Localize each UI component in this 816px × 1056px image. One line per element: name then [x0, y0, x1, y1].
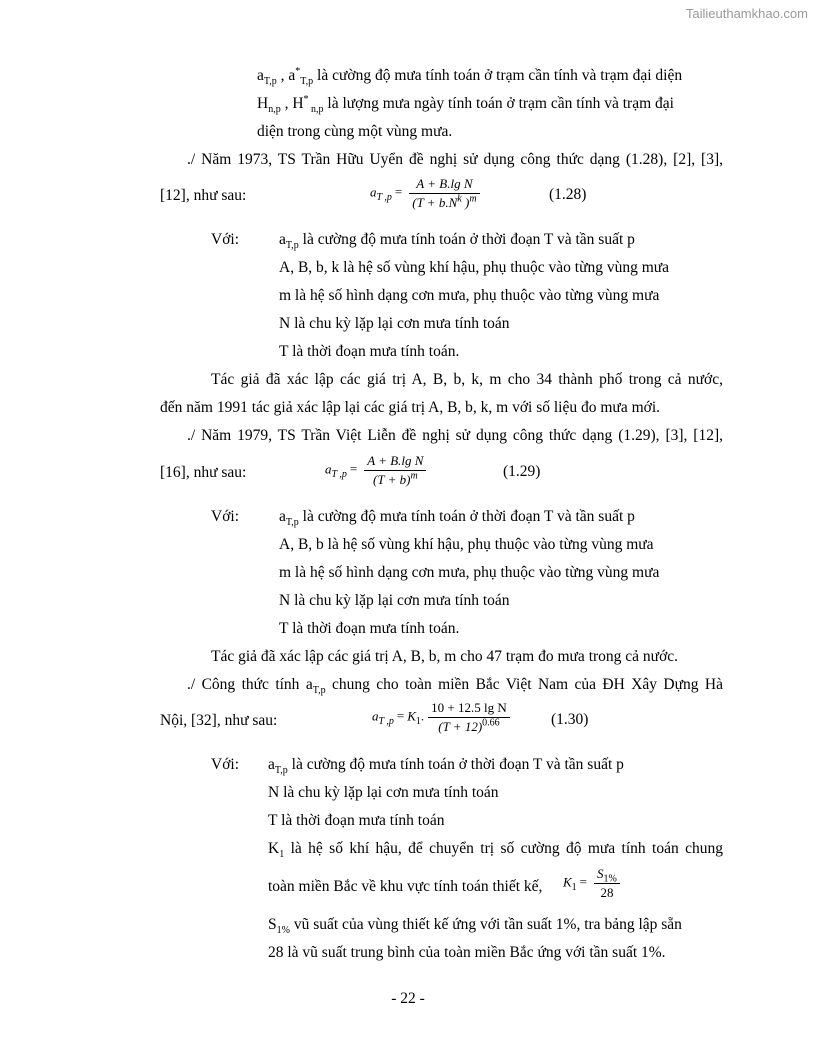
section2-def-4: N là chu kỳ lặp lại cơn mưa tính toán: [279, 592, 510, 609]
page-number: - 22 -: [391, 990, 425, 1007]
section1-def-4: N là chu kỳ lặp lại cơn mưa tính toán: [279, 315, 510, 332]
section3-def-2: N là chu kỳ lặp lại cơn mưa tính toán: [268, 784, 499, 801]
section1-note-line-2: đến năm 1991 tác giả xác lập lại các giá trị A, B, b, k, m với số liệu đo mưa mới.: [160, 399, 661, 416]
section1-lead: [12], như sau:: [160, 187, 247, 204]
formula-1-29: $a_{T ,p}$ = $\frac{\text{A + B.lg N}}{(T + b)^m}$: [325, 453, 426, 488]
section1-with-label: Với:: [211, 231, 240, 248]
section3-k1-line-2: toàn miền Bắc về khu vực tính toán thiết kế,: [268, 878, 543, 895]
intro-line-2: $H_{n,p}$ , H* $_{n,p}$ là lượng mưa ngày tính toán ở trạm cần tính và trạm đại: [257, 93, 674, 116]
section3-lead: Nội, [32], như sau:: [160, 712, 278, 729]
section3-paragraph: ./ Công thức tính $a_{T,p}$ chung cho toàn miền Bắc Việt Nam của ĐH Xây Dựng Hà: [187, 676, 724, 697]
section3-def-1: $a_{T,p}$ là cường độ mưa tính toán ở thời đoạn T và tần suất p: [268, 756, 624, 777]
section2-paragraph: ./ Năm 1979, TS Trần Việt Liễn đề nghị sử dụng công thức dạng (1.29), [3], [12],: [187, 427, 723, 444]
equation-number-1-28: (1.28): [549, 186, 587, 203]
section2-note-line-1: Tác giả đã xác lập các giá trị A, B, b, m cho 47 trạm đo mưa trong cả nước.: [211, 648, 679, 665]
section2-def-2: A, B, b là hệ số vùng khí hậu, phụ thuộc vào từng vùng mưa: [279, 536, 654, 553]
equation-number-1-30: (1.30): [551, 711, 589, 728]
section1-def-5: T là thời đoạn mưa tính toán.: [279, 343, 460, 360]
section1-def-1: $a_{T,p}$ là cường độ mưa tính toán ở thời đoạn T và tần suất p: [279, 231, 635, 252]
formula-k1: $K_1$ = $\frac{S_{1\%}}{28}$: [563, 866, 620, 901]
section1-note-line-1: Tác giả đã xác lập các giá trị A, B, b, k, m cho 34 thành phố trong cả nước,: [211, 371, 723, 388]
section1-def-3: m là hệ số hình dạng cơn mưa, phụ thuộc vào từng vùng mưa: [279, 287, 660, 304]
section1-def-2: A, B, b, k là hệ số vùng khí hậu, phụ thuộc vào từng vùng mưa: [279, 259, 670, 276]
watermark: Tailieuthamkhao.com: [685, 6, 808, 21]
section2-def-1: $a_{T,p}$ là cường độ mưa tính toán ở thời đoạn T và tần suất p: [279, 508, 635, 529]
section3-with-label: Với:: [211, 756, 240, 773]
section2-def-3: m là hệ số hình dạng cơn mưa, phụ thuộc vào từng vùng mưa: [279, 564, 660, 581]
section3-last-line: 28 là vũ suất trung bình của toàn miền Bắc ứng với tần suất 1%.: [268, 944, 666, 961]
section3-def-3: T là thời đoạn mưa tính toán: [268, 812, 445, 829]
section1-paragraph: ./ Năm 1973, TS Trần Hữu Uyển đề nghị sử dụng công thức dạng (1.28), [2], [3],: [187, 151, 723, 168]
section3-s1-line: $S_{1\%}$ vũ suất của vùng thiết kế ứng với tần suất 1%, tra bảng lập sẵn: [268, 916, 682, 937]
section2-def-5: T là thời đoạn mưa tính toán.: [279, 620, 460, 637]
section2-with-label: Với:: [211, 508, 240, 525]
formula-1-28: $a_{T ,p}$ = $\frac{\text{A + B.lg N}}{(T + b.N^k )^m}$: [370, 176, 480, 211]
equation-number-1-29: (1.29): [503, 463, 541, 480]
intro-line-3: diện trong cùng một vùng mưa.: [257, 123, 453, 140]
formula-1-30: $a_{T ,p} = K_1$. $\frac{\text{10 + 12.5 lg N}}{(T + 12)^{0.66}}$: [372, 700, 510, 735]
section2-lead: [16], như sau:: [160, 464, 247, 481]
section3-k1-line-1: $K_1$ là hệ số khí hậu, để chuyển trị số cường độ mưa tính toán chung: [268, 840, 723, 861]
intro-line-1: $a_{T,p}$ , $a^*_{T,p}$ là cường độ mưa tính toán ở trạm cần tính và trạm đại diện: [257, 65, 683, 88]
